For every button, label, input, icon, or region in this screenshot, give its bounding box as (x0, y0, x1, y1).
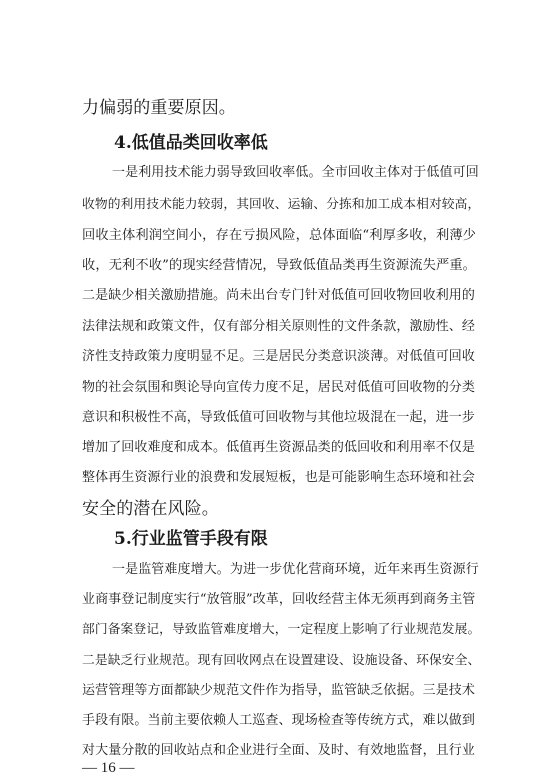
paragraph-line: 物的社会氛围和舆论导向宣传力度不足，居民对低值可回收物的分类 (82, 380, 476, 395)
paragraph-line: 增加了回收难度和成本。低值再生资源品类的低回收和利用率不仅是 (82, 440, 476, 455)
paragraph-line: 一是监管难度增大。为进一步优化营商环境，近年来再生资源行 (112, 562, 479, 577)
paragraph-line: 收，无利不收”的现实经营情况，导致低值品类再生资源流失严重。 (82, 258, 477, 273)
paragraph-line: 力偏弱的重要原因。 (82, 98, 236, 118)
paragraph-line: 手段有限。当前主要依赖人工巡查、现场检查等传统方式，难以做到 (82, 713, 476, 728)
paragraph-line: 二是缺少相关激励措施。尚未出台专门针对低值可回收物回收利用的 (82, 288, 476, 303)
paragraph-line: 部门备案登记，导致监管难度增大，一定程度上影响了行业规范发展。 (82, 622, 481, 637)
page-number: — 16 — (82, 760, 135, 776)
section-heading-4: 4.低值品类回收率低 (114, 133, 268, 153)
paragraph-line: 运营管理等方面都缺少规范文件作为指导，监管缺乏依据。三是技术 (82, 683, 476, 698)
paragraph-line: 济性支持政策力度明显不足。三是居民分类意识淡薄。对低值可回收 (82, 349, 476, 364)
paragraph-line: 一是利用技术能力弱导致回收率低。全市回收主体对于低值可回 (112, 165, 479, 180)
paragraph-line: 对大量分散的回收站点和企业进行全面、及时、有效地监督，且行业 (82, 743, 476, 758)
paragraph-line: 意识和积极性不高，导致低值可回收物与其他垃圾混在一起，进一步 (82, 410, 476, 425)
paragraph-line: 法律法规和政策文件，仅有部分相关原则性的文件条款，激励性、经 (82, 319, 476, 334)
section-heading-5: 5.行业监管手段有限 (114, 529, 268, 549)
paragraph-line: 收物的利用技术能力较弱，其回收、运输、分拣和加工成本相对较高， (82, 197, 481, 212)
paragraph-line: 回收主体利润空间小，存在亏损风险，总体面临“利厚多收，利薄少 (82, 228, 477, 243)
paragraph-line: 二是缺乏行业规范。现有回收网点在设置建设、设施设备、环保安全、 (82, 653, 481, 668)
paragraph-line: 整体再生资源行业的浪费和发展短板，也是可能影响生态环境和社会 (82, 470, 476, 485)
paragraph-line: 业商事登记制度实行“放管服”改革，回收经营主体无须再到商务主管 (82, 592, 476, 607)
paragraph-line: 安全的潜在风险。 (82, 499, 219, 519)
